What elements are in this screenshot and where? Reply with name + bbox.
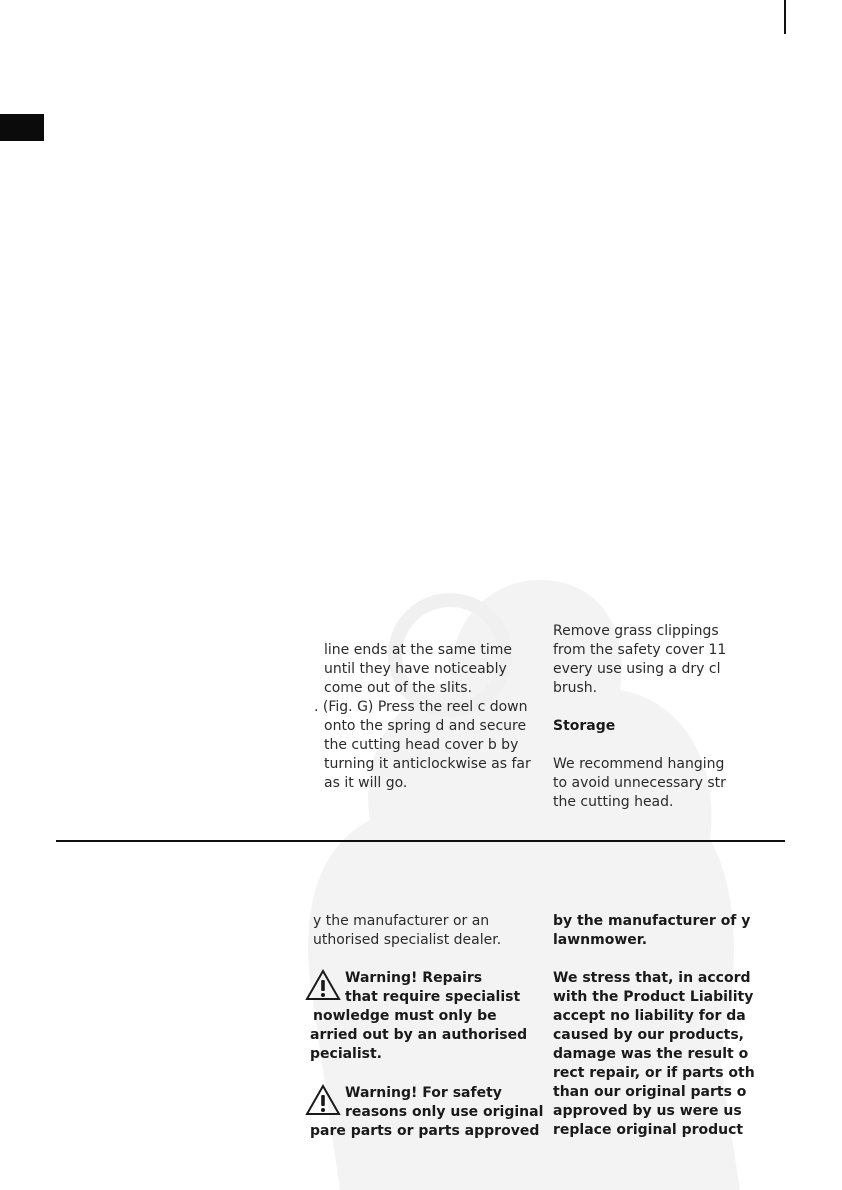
text-line: pare parts or parts approved: [310, 1123, 540, 1139]
text-line: come out of the slits.: [324, 680, 473, 696]
page-edge-line: [784, 0, 786, 34]
text-line: turning it anticlockwise as far: [324, 756, 531, 772]
repairs-intro: [313, 912, 501, 950]
language-tab: [0, 114, 44, 141]
liability-column-right: [553, 912, 755, 1140]
text-line: the cutting head cover b by: [324, 737, 519, 753]
text-line: approved by us were us: [553, 1103, 742, 1119]
warning-repairs: [310, 969, 527, 1064]
text-line: reasons only use original: [345, 1104, 544, 1120]
text-line: rect repair, or if parts oth: [553, 1065, 755, 1081]
text-line: accept no liability for da: [553, 1008, 746, 1024]
text-line: uthorised specialist dealer.: [313, 932, 502, 948]
text-line: damage was the result o: [553, 1046, 749, 1062]
text-line: y the manufacturer or an: [313, 913, 490, 929]
text-line: Warning! For safety: [345, 1085, 502, 1101]
text-line: onto the spring d and secure: [324, 718, 527, 734]
text-line: replace original product: [553, 1122, 744, 1138]
text-line: pecialist.: [310, 1046, 383, 1062]
text-line: than our original parts o: [553, 1084, 747, 1100]
text-line: lawnmower.: [553, 932, 648, 948]
instructions-column-left: [314, 641, 531, 793]
text-line: every use using a dry cl: [553, 661, 721, 677]
text-line: that require specialist: [345, 989, 521, 1005]
text-line: We recommend hanging: [553, 756, 725, 772]
text-line: nowledge must only be: [313, 1008, 497, 1024]
text-line: Remove grass clippings: [553, 623, 719, 639]
text-line: arried out by an authorised: [310, 1027, 528, 1043]
text-line: line ends at the same time: [324, 642, 512, 658]
text-line: by the manufacturer of y: [553, 913, 751, 929]
text-line: Warning! Repairs: [345, 970, 483, 986]
text-line: from the safety cover 11: [553, 642, 727, 658]
warning-spare-parts: [310, 1084, 543, 1141]
text-line: . (Fig. G) Press the reel c down: [314, 699, 528, 715]
maintenance-column-right: [553, 622, 726, 812]
text-line: as it will go.: [324, 775, 408, 791]
text-line: with the Product Liability: [553, 989, 754, 1005]
text-line: to avoid unnecessary str: [553, 775, 726, 791]
section-divider: [56, 840, 785, 842]
text-line: We stress that, in accord: [553, 970, 751, 986]
text-line: caused by our products,: [553, 1027, 744, 1043]
text-line: until they have noticeably: [324, 661, 507, 677]
text-line: the cutting head.: [553, 794, 674, 810]
text-line: brush.: [553, 680, 598, 696]
storage-heading: Storage: [553, 718, 616, 734]
